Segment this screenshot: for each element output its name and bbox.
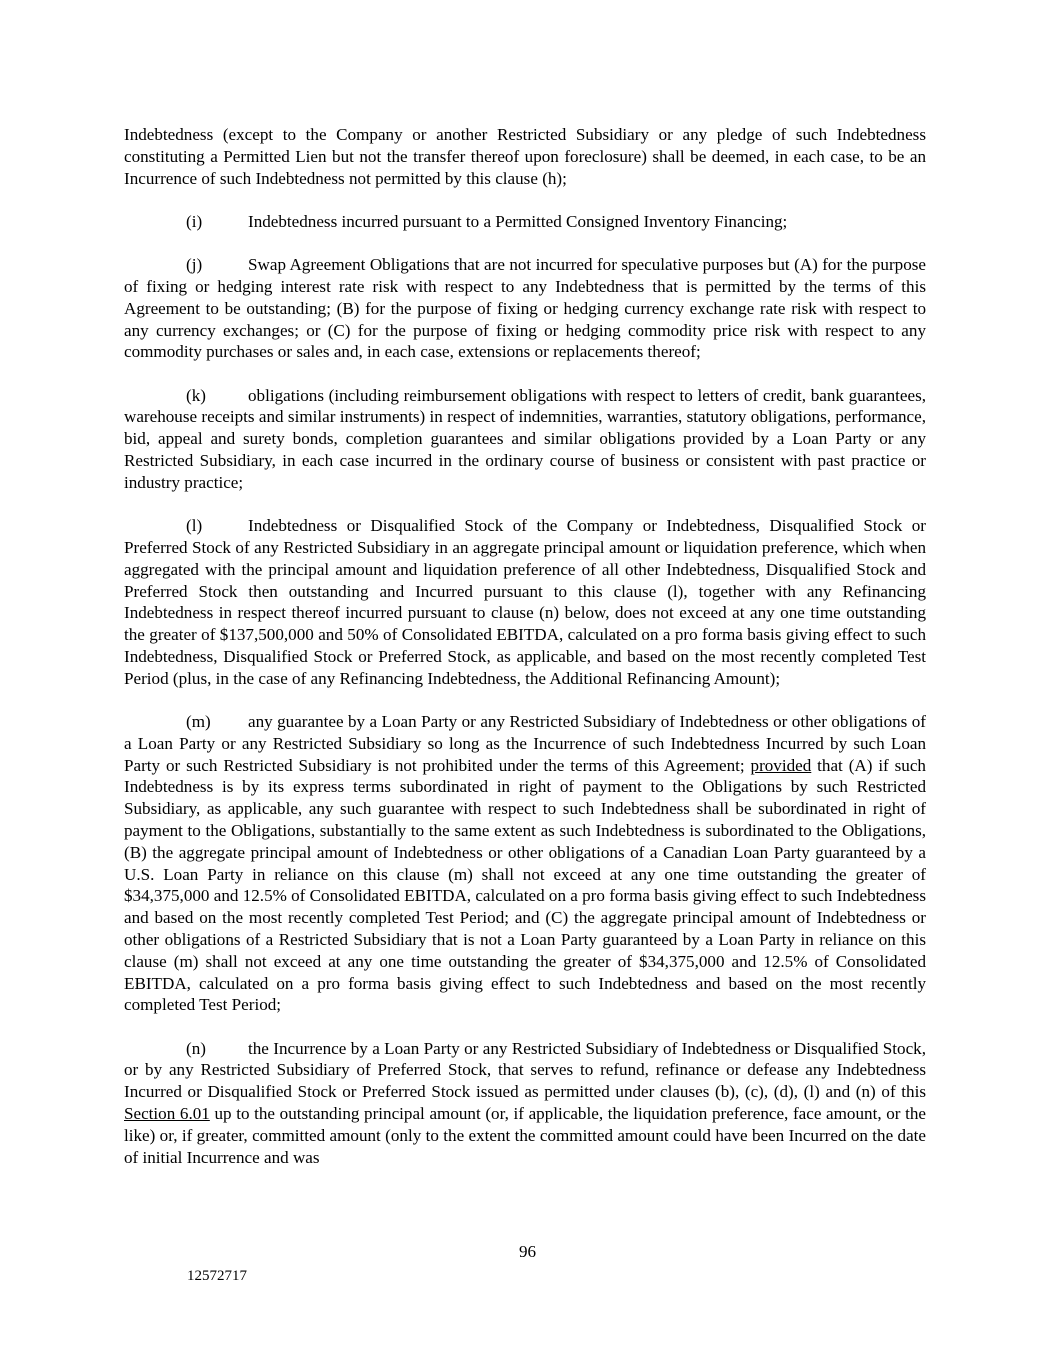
clause-k <box>124 385 926 494</box>
clause-m <box>124 711 926 1016</box>
document-body <box>124 124 926 1190</box>
clause-text: Indebtedness incurred pursuant to a Permitted Consigned Inventory Financing; <box>248 211 788 231</box>
clause-j <box>124 254 926 363</box>
clause-label: (n) <box>186 1038 206 1058</box>
clause-text: the Incurrence by a Loan Party or any Restricted Subsidiary of Indebtedness or Disqualified Stock, or by any Restricted Subsidiary of Preferred Stock, that serves to refund, refinance or defease any Indebtedness Incurred or Disqualified Stock or Preferred Stock issued as permitted under clauses (b), (c), (d), (l) and (n) of this <box>124 1038 926 1102</box>
provided-term: provided <box>750 755 812 775</box>
clause-label: (k) <box>186 385 206 405</box>
clause-text-continued: that (A) if such Indebtedness is by its express terms subordinated in right of payment to the Obligations by such Restricted Subsidiary, as applicable, any such guarantee with respect to such Indebtedness shall be subordinated in right of payment to the Obligations, substantially to the same extent as such Indebtedness is subordinated to the Obligations, (B) the aggregate principal amount of Indebtedness or other obligations of a Canadian Loan Party guaranteed by a U.S. Loan Party in reliance on this clause (m) shall not exceed at any one time outstanding the greater of $34,375,000 and 12.5% of Consolidated EBITDA, calculated on a pro forma basis giving effect to such Indebtedness and based on the most recently completed Test Period; and (C) the aggregate principal amount of Indebtedness or other obligations of a Restricted Subsidiary that is not a Loan Party guaranteed by a Loan Party in reliance on this clause (m) shall not exceed at any one time outstanding the greater of $34,375,000 and 12.5% of Consolidated EBITDA, calculated on a pro forma basis giving effect to such Indebtedness and based on the most recently completed Test Period; <box>124 755 926 1015</box>
clause-i <box>124 211 926 233</box>
clause-label: (j) <box>186 255 203 275</box>
clause-text: Indebtedness or Disqualified Stock of the Company or Indebtedness, Disqualified Stock or Preferred Stock of any Restricted Subsidiary in an aggregate principal amount or liquidation preference, which when aggregated with the principal amount and liquidation preference of all other Indebtedness, Disqualified Stock and Preferred Stock then outstanding and Incurred pursuant to this clause (l), together with any Refinancing Indebtedness in respect thereof incurred pursuant to clause (n) below, does not exceed at any one time outstanding the greater of $137,500,000 and 50% of Consolidated EBITDA, calculated on a pro forma basis giving effect to such Indebtedness, Disqualified Stock or Preferred Stock, as applicable, and based on the most recently completed Test Period (plus, in the case of any Refinancing Indebtedness, the Additional Refinancing Amount); <box>124 516 926 688</box>
section-reference: Section 6.01 <box>124 1104 210 1124</box>
clause-text: any guarantee by a Loan Party or any Restricted Subsidiary of Indebtedness or other obligations of a Loan Party or any Restricted Subsidiary so long as the Incurrence of such Indebtedness Incurred by such Loan Party or such Restricted Subsidiary is not prohibited under the terms of this Agreement; <box>124 712 926 775</box>
clause-label: (i) <box>186 211 203 231</box>
continuation-paragraph: Indebtedness (except to the Company or another Restricted Subsidiary or any pledge of such Indebtedness constituting a Permitted Lien but not the transfer thereof upon foreclosure) shall be deemed, in each case, to be an Incurrence of such Indebtedness not permitted by this clause (h); <box>124 125 926 188</box>
document-id: 12572717 <box>187 1268 247 1284</box>
clause-text: Swap Agreement Obligations that are not incurred for speculative purposes but (A) for the purpose of fixing or hedging interest rate risk with respect to any Indebtedness that is permitted by the terms of this Agreement to be outstanding; (B) for the purpose of fixing or hedging currency exchange rate risk with respect to any currency exchanges; or (C) for the purpose of fixing or hedging commodity price risk with respect to any commodity purchases or sales and, in each case, extensions or replacements thereof; <box>124 255 926 362</box>
page-number: 96 <box>518 1242 537 1261</box>
clause-text: obligations (including reimbursement obligations with respect to letters of credit, bank guarantees, warehouse receipts and similar instruments) in respect of indemnities, warranties, statutory obligations, performance, bid, appeal and surety bonds, completion guarantees and similar obligations provided by a Loan Party or any Restricted Subsidiary, in each case incurred in the ordinary course of business or consistent with past practice or industry practice; <box>124 385 926 492</box>
clause-l <box>124 515 926 689</box>
clause-label: (l) <box>186 516 203 536</box>
clause-n <box>124 1038 926 1169</box>
clause-label: (m) <box>186 712 211 732</box>
clause-text-continued: up to the outstanding principal amount (or, if applicable, the liquidation preference, face amount, or the like) or, if greater, committed amount (only to the extent the committed amount could have been Incurred on the date of initial Incurrence and was <box>124 1104 926 1167</box>
